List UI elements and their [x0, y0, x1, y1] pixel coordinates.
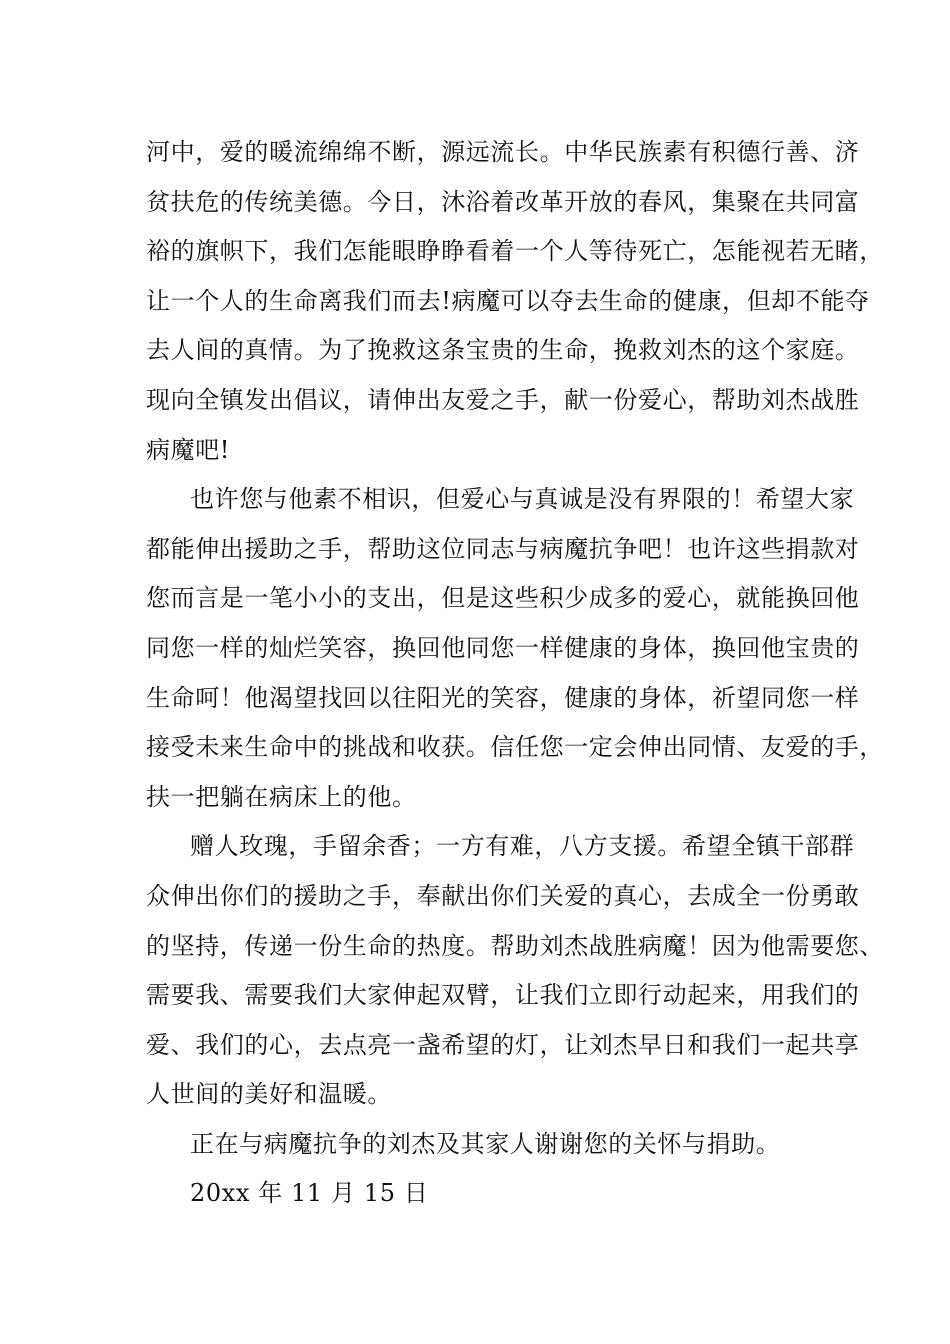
document-date: 20xx 年 11 月 15 日 — [190, 1179, 429, 1208]
text-line: 生命呵！他渴望找回以往阳光的笑容，健康的身体，祈望同您一样 — [146, 683, 860, 712]
text-line: 人世间的美好和温暖。 — [146, 1080, 392, 1109]
text-line: 贫扶危的传统美德。今日，沐浴着改革开放的春风，集聚在共同富 — [146, 187, 860, 216]
text-line: 同您一样的灿烂笑容，换回他同您一样健康的身体，换回他宝贵的 — [146, 633, 860, 662]
text-line: 裕的旗帜下，我们怎能眼睁睁看着一个人等待死亡，怎能视若无睹， — [146, 237, 884, 266]
text-line: 接受未来生命中的挑战和收获。信任您一定会伸出同情、友爱的手， — [146, 733, 884, 762]
text-line: 病魔吧! — [146, 435, 231, 464]
text-line: 扶一把躺在病床上的他。 — [146, 782, 417, 811]
text-line: 让一个人的生命离我们而去!病魔可以夺去生命的健康，但却不能夺 — [146, 286, 870, 315]
text-line: 的坚持，传递一份生命的热度。帮助刘杰战胜病魔！因为他需要您、 — [146, 931, 884, 960]
text-line: 河中，爱的暖流绵绵不断，源远流长。中华民族素有积德行善、济 — [146, 138, 860, 166]
paragraph-start-line: 赠人玫瑰，手留余香；一方有难，八方支援。希望全镇干部群 — [190, 832, 855, 861]
paragraph-start-line: 也许您与他素不相识，但爱心与真诚是没有界限的！希望大家 — [190, 485, 855, 514]
text-line: 众伸出你们的援助之手，奉献出你们关爱的真心，去成全一份勇敢 — [146, 881, 860, 910]
text-line: 您而言是一笔小小的支出，但是这些积少成多的爱心，就能换回他 — [146, 584, 860, 613]
text-line: 现向全镇发出倡议，请伸出友爱之手，献一份爱心，帮助刘杰战胜 — [146, 385, 860, 414]
text-line: 去人间的真情。为了挽救这条宝贵的生命，挽救刘杰的这个家庭。 — [146, 336, 860, 365]
text-line: 爱、我们的心，去点亮一盏希望的灯，让刘杰早日和我们一起共享 — [146, 1030, 860, 1059]
text-line: 都能伸出援助之手，帮助这位同志与病魔抗争吧！也许这些捐款对 — [146, 534, 860, 563]
document-body — [146, 128, 884, 1219]
closing-thanks-line: 正在与病魔抗争的刘杰及其家人谢谢您的关怀与捐助。 — [190, 1129, 781, 1158]
text-line: 需要我、需要我们大家伸起双臂，让我们立即行动起来，用我们的 — [146, 981, 860, 1010]
